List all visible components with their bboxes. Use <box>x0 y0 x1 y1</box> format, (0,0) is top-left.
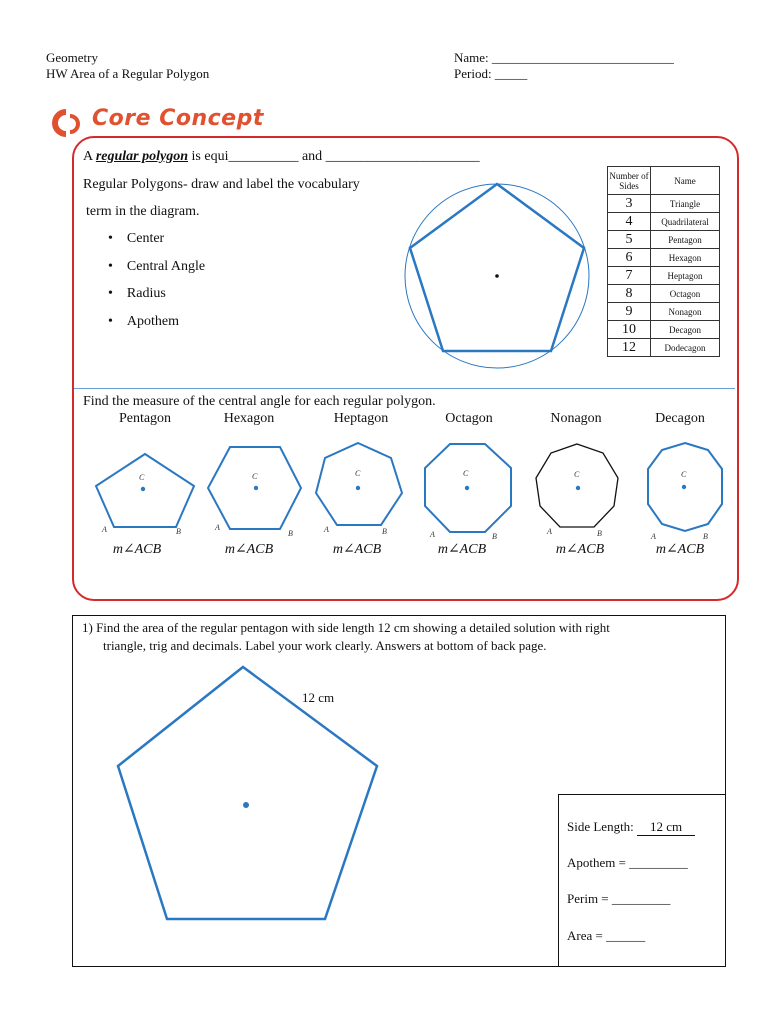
label-heptagon: Heptagon <box>333 411 389 426</box>
vocab-center: Center <box>126 231 165 246</box>
heptagon-figure[interactable] <box>310 440 410 540</box>
pentagon-diagram[interactable] <box>400 178 596 378</box>
vertex-b: B <box>492 532 497 540</box>
instructions-line1: Regular Polygons- draw and label the vocabulary <box>83 177 360 192</box>
side-length-field-label: Side Length: <box>567 819 638 834</box>
label-nonagon: Nonagon <box>550 411 602 426</box>
table-cell-number: 8 <box>608 285 651 303</box>
vocab-item: • Radius <box>108 286 166 301</box>
table-cell-name: Dodecagon <box>651 339 720 357</box>
table-cell-name: Hexagon <box>651 249 720 267</box>
header-name: Name <box>651 167 720 195</box>
pentagon-figure[interactable] <box>90 448 200 538</box>
answer-perim[interactable]: Perim = _________ <box>567 891 671 906</box>
answer-side-length[interactable] <box>567 819 695 836</box>
angle-pentagon: m∠ACB <box>112 542 162 557</box>
definition-term: regular polygon <box>95 149 189 164</box>
table-cell-number: 3 <box>608 195 651 213</box>
table-cell-number: 4 <box>608 213 651 231</box>
central-angle-prompt: Find the measure of the central angle for each regular polygon. <box>83 394 436 409</box>
vocab-radius: Radius <box>126 286 166 301</box>
table-cell-name: Quadrilateral <box>651 213 720 231</box>
label-hexagon: Hexagon <box>223 411 275 426</box>
sides-table <box>607 166 720 357</box>
section-divider <box>74 388 735 389</box>
vertex-a: A <box>215 523 220 532</box>
vertex-c: C <box>681 470 687 479</box>
header-number: Number of Sides <box>608 167 651 195</box>
side-length-label: 12 cm <box>302 690 335 705</box>
problem-pentagon[interactable] <box>110 660 390 928</box>
vertex-c: C <box>574 470 580 479</box>
side-length-value[interactable]: 12 cm <box>637 819 695 836</box>
instructions-line2: term in the diagram. <box>86 204 200 219</box>
vertex-c: C <box>139 473 145 482</box>
table-cell-name: Pentagon <box>651 231 720 249</box>
vocab-apothem: Apothem <box>126 314 180 329</box>
table-cell-number: 5 <box>608 231 651 249</box>
vertex-c: C <box>463 469 469 478</box>
table-cell-name: Nonagon <box>651 303 720 321</box>
pentagon-center-dot <box>243 802 249 808</box>
angle-octagon: m∠ACB <box>437 542 487 557</box>
vertex-a: A <box>324 525 329 534</box>
vertex-c: C <box>355 469 361 478</box>
vertex-a: A <box>102 525 107 534</box>
table-cell-number: 9 <box>608 303 651 321</box>
vertex-b: B <box>703 532 708 541</box>
vertex-a: A <box>651 532 656 541</box>
table-cell-name: Decagon <box>651 321 720 339</box>
vertex-b: B <box>176 527 181 536</box>
nonagon-figure[interactable] <box>527 440 627 544</box>
vocab-central-angle: Central Angle <box>126 259 206 274</box>
core-concept-logo-icon <box>48 108 86 138</box>
vertex-c: C <box>252 472 258 481</box>
hexagon-figure[interactable] <box>204 444 304 540</box>
vocab-item: • Central Angle <box>108 259 206 274</box>
table-cell-number: 10 <box>608 321 651 339</box>
angle-heptagon: m∠ACB <box>332 542 382 557</box>
vertex-a: A <box>547 527 552 536</box>
table-cell-number: 6 <box>608 249 651 267</box>
problem-text-line2: triangle, trig and decimals. Label your work clearly. Answers at bottom of back page. <box>103 638 547 653</box>
table-cell-number: 12 <box>608 339 651 357</box>
vertex-a: A <box>430 530 435 539</box>
table-cell-number: 7 <box>608 267 651 285</box>
label-octagon: Octagon <box>445 411 493 426</box>
center-dot <box>495 274 499 278</box>
answer-area[interactable]: Area = ______ <box>567 928 646 943</box>
course-title: Geometry <box>46 50 98 65</box>
octagon-figure[interactable] <box>420 440 520 540</box>
vertex-b: B <box>288 529 293 538</box>
vocab-item: • Apothem <box>108 314 180 329</box>
angle-decagon: m∠ACB <box>655 542 705 557</box>
vertex-b: B <box>382 527 387 536</box>
definition-prefix: A <box>83 149 96 164</box>
decagon-figure[interactable] <box>633 440 733 544</box>
angle-nonagon: m∠ACB <box>555 542 605 557</box>
vertex-b: B <box>597 529 602 538</box>
table-cell-name: Triangle <box>651 195 720 213</box>
table-cell-name: Heptagon <box>651 267 720 285</box>
label-decagon: Decagon <box>655 411 705 426</box>
vocab-item: • Center <box>108 231 165 246</box>
definition-line <box>83 149 480 165</box>
problem-text-line1: 1) Find the area of the regular pentagon with side length 12 cm showing a detailed solution with right <box>82 620 610 635</box>
label-pentagon: Pentagon <box>118 411 172 426</box>
assignment-title: HW Area of a Regular Polygon <box>46 66 210 81</box>
period-field[interactable]: Period: _____ <box>454 66 528 81</box>
core-concept-title: Core Concept <box>92 106 264 131</box>
definition-rest: is equi__________ and ______________________ <box>188 149 480 164</box>
answer-apothem[interactable]: Apothem = _________ <box>567 855 688 870</box>
name-field[interactable]: Name: ____________________________ <box>454 50 674 65</box>
table-cell-name: Octagon <box>651 285 720 303</box>
angle-hexagon: m∠ACB <box>224 542 274 557</box>
